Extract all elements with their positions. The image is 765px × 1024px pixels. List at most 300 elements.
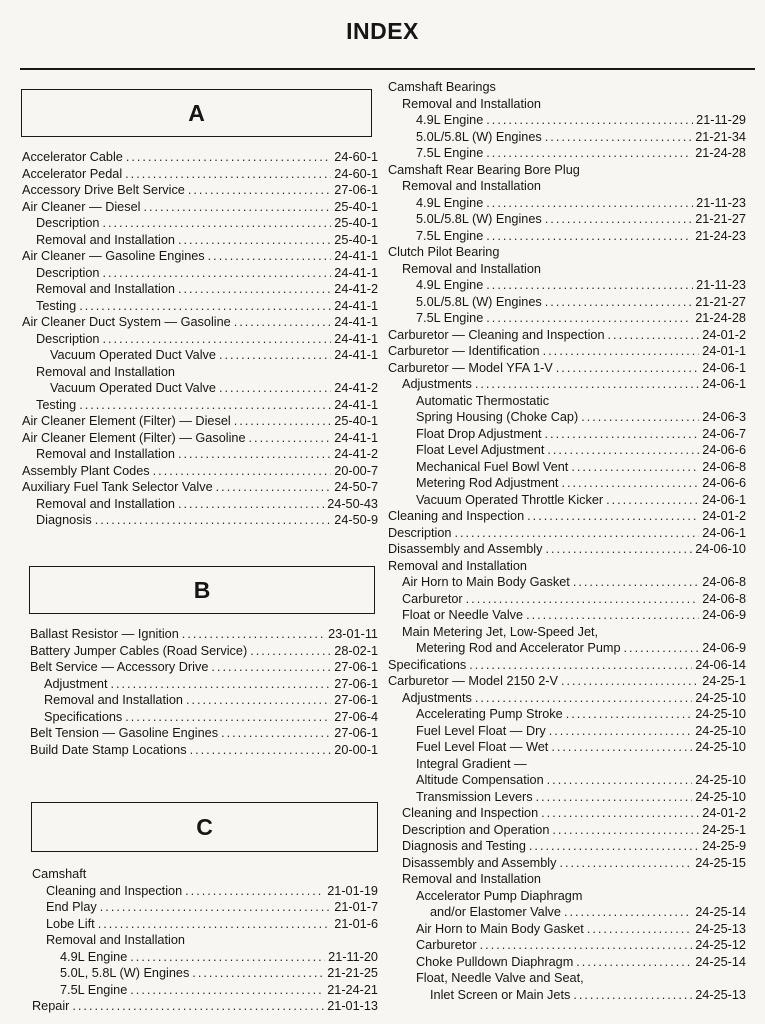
page-reference: 21-21-34	[695, 129, 746, 144]
index-entry	[22, 199, 378, 216]
entry-label: Description	[36, 216, 100, 230]
entry-label: Inlet Screen or Main Jets	[430, 987, 571, 1002]
index-entry	[388, 871, 746, 888]
dot-leader	[178, 496, 324, 513]
entry-label: Testing	[36, 298, 77, 313]
index-entry	[388, 723, 746, 740]
entry-label: Choke Pulldown Diaphragm	[416, 954, 574, 969]
entry-label: Lobe Lift	[46, 916, 95, 931]
dot-leader	[475, 376, 699, 393]
dot-leader	[130, 949, 325, 966]
page-reference: 24-06-6	[702, 443, 746, 457]
page-reference: 24-25-13	[695, 987, 746, 1002]
index-entry	[388, 112, 746, 129]
dot-leader	[211, 659, 331, 676]
page-reference: 24-06-1	[702, 377, 746, 391]
index-entry	[388, 706, 746, 723]
page-reference: 24-06-14	[695, 657, 746, 672]
entry-label: Description	[36, 265, 100, 280]
index-entry	[22, 166, 378, 183]
entry-label: Carburetor — Model YFA 1-V	[388, 360, 553, 375]
index-entry	[388, 459, 746, 476]
entry-label: Assembly Plant Codes	[22, 463, 150, 478]
dot-leader	[72, 998, 324, 1015]
index-entry	[388, 162, 746, 179]
page-reference: 24-06-1	[702, 360, 746, 375]
page-reference: 24-25-10	[695, 723, 746, 738]
dot-leader	[102, 331, 331, 348]
dot-leader	[486, 228, 692, 245]
page-reference: 24-06-1	[702, 525, 746, 540]
dot-leader	[545, 129, 692, 146]
dot-leader	[221, 725, 331, 742]
page-reference: 24-25-12	[695, 938, 746, 952]
page-reference: 25-40-1	[334, 216, 378, 230]
index-entry	[388, 937, 746, 954]
index-entry	[388, 525, 746, 542]
page-reference: 24-41-1	[334, 265, 378, 280]
entry-label: Removal and Installation	[402, 872, 541, 886]
index-entry	[388, 426, 746, 443]
page-reference: 24-41-1	[334, 249, 378, 263]
entry-label: Diagnosis	[36, 513, 92, 527]
index-entry	[388, 541, 746, 558]
index-entry	[30, 692, 378, 709]
entry-label: Removal and Installation	[388, 558, 527, 573]
dot-leader	[545, 426, 700, 443]
entry-label: 5.0L, 5.8L (W) Engines	[60, 966, 190, 980]
page-reference: 21-11-29	[696, 113, 746, 127]
entry-label: Cleaning and Inspection	[402, 806, 539, 820]
page-reference: 21-01-19	[327, 883, 378, 898]
entry-label: Carburetor	[402, 591, 463, 606]
entry-label: Description	[36, 331, 100, 346]
index-entry	[388, 921, 746, 938]
dot-leader	[98, 916, 332, 933]
index-entry	[388, 624, 746, 641]
index-entry	[388, 360, 746, 377]
index-entry	[22, 380, 378, 397]
index-entry	[388, 789, 746, 806]
entry-label: Removal and Installation	[36, 232, 175, 247]
dot-leader	[529, 838, 699, 855]
dot-leader	[573, 574, 699, 591]
index-entry	[22, 496, 378, 513]
dot-leader	[559, 855, 692, 872]
page-reference: 24-25-13	[695, 921, 746, 936]
dot-leader	[608, 327, 700, 344]
section-letter-c: C	[31, 802, 378, 852]
page-reference: 24-25-10	[695, 740, 746, 754]
entry-label: Repair	[32, 999, 70, 1013]
index-entry	[388, 475, 746, 492]
dot-leader	[208, 248, 332, 265]
index-entry	[32, 965, 378, 982]
index-entry	[388, 607, 746, 624]
entry-label: Accelerating Pump Stroke	[416, 707, 563, 721]
index-entry	[388, 228, 746, 245]
dot-leader	[130, 982, 324, 999]
entry-label: Integral Gradient —	[416, 756, 527, 771]
entry-label: 7.5L Engine	[60, 982, 128, 997]
dot-leader	[178, 232, 331, 249]
dot-leader	[102, 265, 331, 282]
entry-label: Mechanical Fuel Bowl Vent	[416, 459, 569, 474]
dot-leader	[552, 822, 699, 839]
index-entry	[388, 442, 746, 459]
entry-label: Removal and Installation	[36, 282, 175, 296]
index-entry	[32, 916, 378, 933]
dot-leader	[624, 640, 700, 657]
index-entry	[22, 364, 378, 381]
dot-leader	[486, 112, 693, 129]
entry-label: 7.5L Engine	[416, 311, 484, 325]
entry-label: Camshaft Bearings	[388, 80, 496, 94]
index-entry	[32, 866, 378, 883]
page-reference: 24-41-1	[334, 315, 378, 329]
page-reference: 21-01-6	[334, 916, 378, 931]
index-entry	[388, 888, 746, 905]
page-reference: 24-50-9	[334, 513, 378, 527]
page-reference: 24-01-2	[702, 327, 746, 342]
dot-leader	[125, 166, 331, 183]
page-reference: 24-25-15	[695, 855, 746, 870]
entry-label: Belt Service — Accessory Drive	[30, 660, 209, 674]
index-entry	[22, 232, 378, 249]
page-reference: 24-06-3	[702, 410, 746, 424]
index-entry	[388, 805, 746, 822]
index-entry	[388, 129, 746, 146]
index-entry	[22, 347, 378, 364]
index-entry	[388, 838, 746, 855]
entry-label: Ballast Resistor — Ignition	[30, 627, 179, 641]
index-entry	[32, 932, 378, 949]
dot-leader	[556, 360, 699, 377]
dot-leader	[486, 195, 693, 212]
page-reference: 21-21-25	[327, 966, 378, 980]
dot-leader	[564, 904, 692, 921]
page-reference: 21-24-28	[695, 146, 746, 160]
dot-leader	[551, 739, 692, 756]
entry-label: Spring Housing (Choke Cap)	[416, 410, 579, 424]
index-entry	[22, 479, 378, 496]
index-entry	[32, 998, 378, 1015]
index-entry	[388, 327, 746, 344]
dot-leader	[79, 298, 331, 315]
dot-leader	[547, 442, 699, 459]
entry-label: Air Cleaner Duct System — Gasoline	[22, 315, 231, 329]
page-reference: 27-06-1	[334, 676, 378, 691]
index-entry	[388, 558, 746, 575]
page-reference: 27-06-1	[334, 726, 378, 740]
dot-leader	[125, 709, 331, 726]
page-reference: 24-41-2	[334, 282, 378, 296]
section-letter-a: A	[21, 89, 372, 137]
entry-label: Metering Rod Adjustment	[416, 476, 559, 490]
index-entry	[388, 690, 746, 707]
page-reference: 24-25-10	[695, 707, 746, 721]
page-reference: 24-01-2	[702, 806, 746, 820]
page-reference: 24-06-7	[702, 426, 746, 441]
entry-label: Removal and Installation	[402, 261, 541, 276]
entry-label: 5.0L/5.8L (W) Engines	[416, 129, 542, 144]
dot-leader	[587, 921, 692, 938]
entry-label: Removal and Installation	[402, 96, 541, 111]
index-entry	[32, 949, 378, 966]
dot-leader	[100, 899, 331, 916]
page-reference: 24-01-2	[702, 509, 746, 523]
section-b-entries	[30, 626, 378, 758]
page-reference: 24-06-1	[702, 492, 746, 507]
entry-label: 7.5L Engine	[416, 146, 484, 160]
entry-label: Float or Needle Valve	[402, 608, 524, 622]
index-entry	[388, 195, 746, 212]
page-reference: 24-25-10	[695, 773, 746, 787]
dot-leader	[126, 149, 331, 166]
entry-label: Adjustments	[402, 690, 472, 705]
index-entry	[22, 413, 378, 430]
index-entry	[388, 294, 746, 311]
index-entry	[388, 492, 746, 509]
index-entry	[22, 298, 378, 315]
dot-leader	[186, 692, 331, 709]
entry-label: Build Date Stamp Locations	[30, 742, 187, 757]
index-entry	[22, 331, 378, 348]
entry-label: 7.5L Engine	[416, 228, 484, 243]
dot-leader	[102, 215, 331, 232]
index-entry	[22, 215, 378, 232]
index-entry	[30, 742, 378, 759]
index-entry	[388, 277, 746, 294]
index-entry	[30, 643, 378, 660]
dot-leader	[95, 512, 332, 529]
entry-label: Automatic Thermostatic	[416, 393, 550, 408]
dot-leader	[188, 182, 331, 199]
index-entry	[22, 281, 378, 298]
entry-label: End Play	[46, 900, 97, 914]
dot-leader	[216, 479, 332, 496]
entry-label: Carburetor — Cleaning and Inspection	[388, 327, 605, 342]
dot-leader	[469, 657, 692, 674]
index-entry	[388, 211, 746, 228]
entry-label: 4.9L Engine	[416, 278, 484, 292]
title-rule	[20, 68, 755, 70]
index-entry	[22, 314, 378, 331]
section-c-continued-entries	[388, 79, 746, 1003]
index-entry	[22, 512, 378, 529]
index-entry	[30, 725, 378, 742]
entry-label: Air Horn to Main Body Gasket	[402, 575, 570, 589]
index-entry	[22, 248, 378, 265]
entry-label: 4.9L Engine	[416, 113, 484, 127]
entry-label: Camshaft Rear Bearing Bore Plug	[388, 162, 580, 177]
dot-leader	[185, 883, 324, 900]
dot-leader	[219, 380, 331, 397]
entry-label: Description and Operation	[402, 822, 550, 837]
section-a-entries	[22, 149, 378, 529]
entry-label: 5.0L/5.8L (W) Engines	[416, 212, 542, 226]
dot-leader	[178, 281, 331, 298]
page-title: INDEX	[346, 18, 419, 44]
dot-leader	[182, 626, 325, 643]
index-entry	[388, 79, 746, 96]
index-entry	[388, 574, 746, 591]
page-reference: 21-01-13	[327, 999, 378, 1013]
entry-label: Removal and Installation	[36, 496, 175, 511]
dot-leader	[566, 706, 693, 723]
page-reference: 24-41-1	[334, 331, 378, 346]
page-reference: 21-11-20	[328, 949, 378, 964]
dot-leader	[234, 413, 332, 430]
index-entry	[22, 397, 378, 414]
entry-label: Float Level Adjustment	[416, 443, 545, 457]
index-entry	[22, 430, 378, 447]
section-letter-b: B	[29, 566, 375, 614]
index-entry	[32, 883, 378, 900]
index-entry	[388, 244, 746, 261]
index-entry	[30, 626, 378, 643]
entry-label: Removal and Installation	[402, 179, 541, 193]
entry-label: Accelerator Pedal	[22, 166, 123, 181]
dot-leader	[561, 673, 699, 690]
page-reference: 21-24-28	[695, 311, 746, 325]
dot-leader	[486, 277, 693, 294]
entry-label: Battery Jumper Cables (Road Service)	[30, 643, 248, 658]
index-entry	[32, 899, 378, 916]
dot-leader	[234, 314, 332, 331]
entry-label: Carburetor — Model 2150 2-V	[388, 674, 558, 688]
entry-label: and/or Elastomer Valve	[430, 905, 561, 919]
index-entry	[388, 640, 746, 657]
page-reference: 24-06-10	[695, 542, 746, 556]
page-reference: 27-06-4	[334, 709, 378, 724]
page-reference: 24-25-1	[702, 674, 746, 688]
entry-label: Disassembly and Assembly	[388, 542, 543, 556]
entry-label: Removal and Installation	[36, 447, 175, 461]
dot-leader	[192, 965, 324, 982]
entry-label: Testing	[36, 397, 77, 412]
entry-label: Metering Rod and Accelerator Pump	[416, 641, 621, 655]
index-entry	[388, 657, 746, 674]
page-reference: 24-60-1	[334, 150, 378, 164]
page-reference: 21-01-7	[334, 900, 378, 914]
page-reference: 24-06-8	[702, 591, 746, 606]
entry-label: Air Horn to Main Body Gasket	[416, 921, 584, 936]
dot-leader	[486, 145, 692, 162]
page-reference: 21-11-23	[696, 195, 746, 210]
entry-label: Air Cleaner Element (Filter) — Gasoline	[22, 430, 246, 445]
index-entry	[388, 756, 746, 773]
page-reference: 24-50-7	[334, 480, 378, 494]
page-reference: 20-00-7	[334, 463, 378, 478]
entry-label: Vacuum Operated Throttle Kicker	[416, 492, 604, 507]
index-entry	[30, 659, 378, 676]
entry-label: Cleaning and Inspection	[46, 883, 183, 898]
entry-label: 4.9L Engine	[60, 949, 128, 964]
page-reference: 24-41-2	[334, 447, 378, 461]
page-reference: 21-11-23	[696, 278, 746, 292]
dot-leader	[545, 541, 692, 558]
page-reference: 28-02-1	[334, 643, 378, 658]
dot-leader	[543, 343, 700, 360]
section-c-entries	[32, 866, 378, 1015]
page-reference: 24-06-9	[702, 641, 746, 655]
index-entry	[388, 409, 746, 426]
dot-leader	[527, 508, 699, 525]
entry-label: Removal and Installation	[44, 693, 183, 707]
entry-label: Removal and Installation	[46, 933, 185, 947]
page-reference: 25-40-1	[334, 232, 378, 247]
page-reference: 24-25-10	[695, 690, 746, 705]
page-reference: 24-06-6	[702, 476, 746, 490]
index-entry	[388, 145, 746, 162]
entry-label: Removal and Installation	[36, 364, 175, 379]
dot-leader	[606, 492, 699, 509]
index-entry	[388, 96, 746, 113]
page-reference: 24-41-1	[334, 298, 378, 313]
entry-label: Clutch Pilot Bearing	[388, 245, 500, 259]
entry-label: Camshaft	[32, 867, 87, 881]
dot-leader	[581, 409, 699, 426]
entry-label: Air Cleaner Element (Filter) — Diesel	[22, 414, 231, 428]
dot-leader	[466, 591, 700, 608]
entry-label: Belt Tension — Gasoline Engines	[30, 726, 219, 740]
page-reference: 25-40-1	[334, 199, 378, 214]
dot-leader	[219, 347, 331, 364]
page-reference: 24-41-1	[334, 348, 378, 362]
index-entry	[388, 310, 746, 327]
dot-leader	[486, 310, 692, 327]
entry-label: Transmission Levers	[416, 789, 533, 804]
index-entry	[22, 149, 378, 166]
index-entry	[388, 739, 746, 756]
index-entry	[388, 343, 746, 360]
dot-leader	[576, 954, 692, 971]
entry-label: Main Metering Jet, Low-Speed Jet,	[402, 624, 599, 639]
index-entry	[30, 676, 378, 693]
page-reference: 24-60-1	[334, 166, 378, 181]
entry-label: Altitude Compensation	[416, 773, 544, 787]
entry-label: Auxiliary Fuel Tank Selector Valve	[22, 480, 213, 494]
page-reference: 24-06-9	[702, 608, 746, 622]
index-entry	[388, 673, 746, 690]
dot-leader	[547, 772, 693, 789]
page-reference: 24-25-14	[695, 954, 746, 969]
dot-leader	[549, 723, 692, 740]
dot-leader	[536, 789, 693, 806]
entry-label: Accessory Drive Belt Service	[22, 183, 185, 197]
dot-leader	[573, 987, 692, 1004]
page-reference: 27-06-1	[334, 183, 378, 197]
page-reference: 24-41-1	[334, 430, 378, 445]
entry-label: Fuel Level Float — Dry	[416, 723, 546, 738]
dot-leader	[475, 690, 692, 707]
page-reference: 21-21-27	[695, 212, 746, 226]
dot-leader	[110, 676, 331, 693]
entry-label: Vacuum Operated Duct Valve	[50, 381, 216, 395]
page-reference: 24-01-1	[702, 344, 746, 358]
dot-leader	[178, 446, 331, 463]
entry-label: Adjustment	[44, 676, 108, 691]
index-entry	[30, 709, 378, 726]
dot-leader	[143, 199, 331, 216]
entry-label: Cleaning and Inspection	[388, 509, 525, 523]
page-reference: 25-40-1	[334, 414, 378, 428]
dot-leader	[480, 937, 693, 954]
entry-label: Diagnosis and Testing	[402, 839, 526, 853]
index-entry	[388, 822, 746, 839]
page-reference: 24-25-10	[695, 789, 746, 804]
